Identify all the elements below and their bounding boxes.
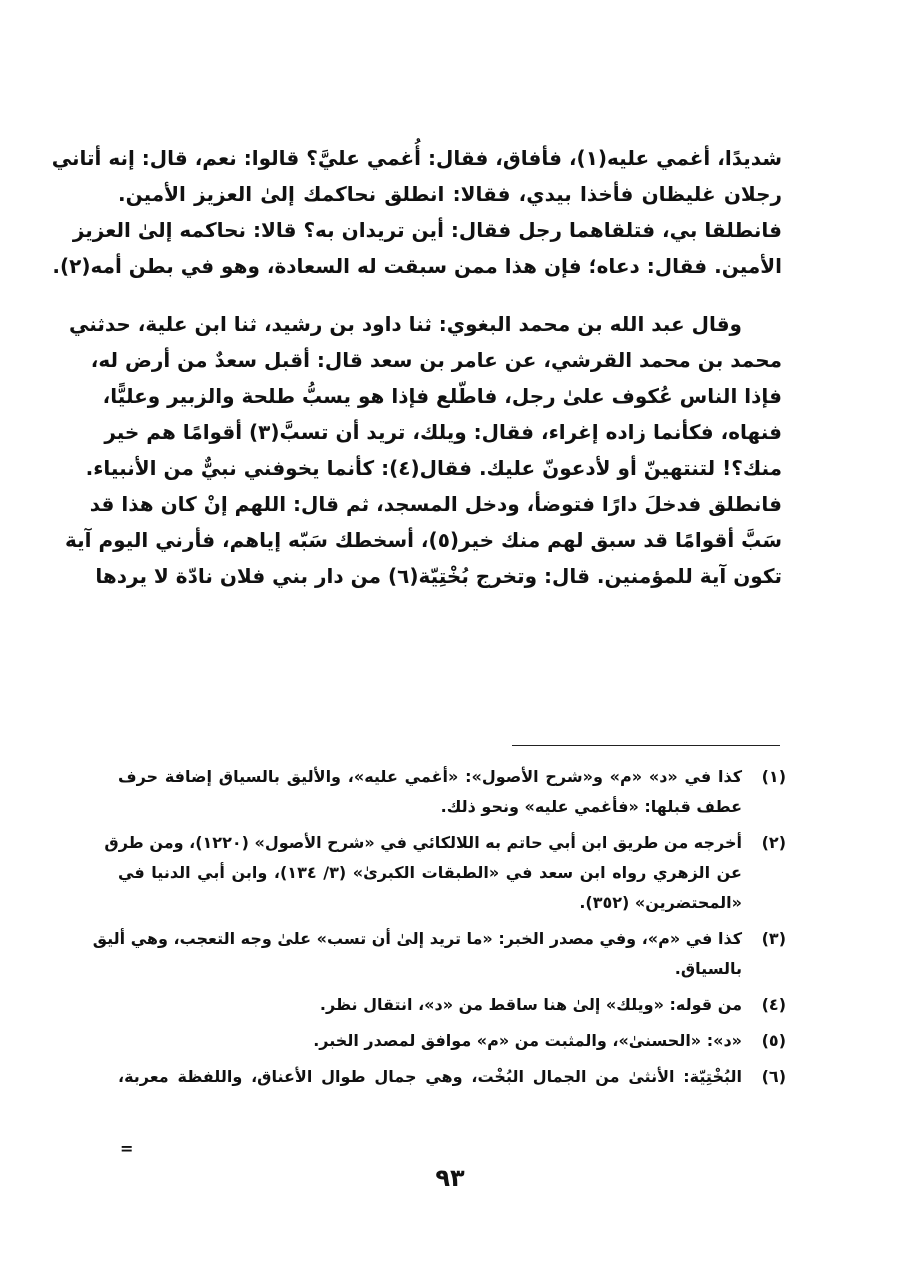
footnote-line: عطف قبلها: «فأغمي عليه» ونحو ذلك.: [440, 797, 742, 816]
footnote-separator: [512, 745, 780, 746]
text-line: رجلان غليظان فأخذا بيدي، فقالا: انطلق نحاكمك إلىٰ العزيز الأمين.: [118, 182, 782, 206]
text-line: منك؟! لتنتهينّ أو لأدعونّ عليك. فقال(٤): كأنما يخوفني نبيٌّ من الأنبياء.: [85, 456, 782, 480]
footnote-6: [118, 1062, 786, 1092]
page-number: ٩٣: [435, 1164, 465, 1192]
text-line: الأمين. فقال: دعاه؛ فإن هذا ممن سبقت له السعادة، وهو في بطن أمه(٢).: [52, 254, 782, 278]
footnote-number: (٦): [761, 1067, 786, 1086]
footnote-line: بالسياق.: [674, 959, 742, 978]
footnote-number: (١): [761, 767, 786, 786]
footnote-line: من قوله: «ويلك» إلىٰ هنا ساقط من «د»، انتقال نظر.: [319, 995, 742, 1014]
text-line: فانطلقا بي، فتلقاهما رجل فقال: أين تريدان به؟ قالا: نحاكمه إلىٰ العزيز: [72, 218, 782, 242]
footnote-5: [118, 1026, 786, 1056]
text-line: وقال عبد الله بن محمد البغوي: ثنا داود بن رشيد، ثنا ابن علية، حدثني: [68, 312, 742, 336]
footnote-line: عن الزهري رواه ابن سعد في «الطبقات الكبرىٰ» (٣/ ١٣٤)، وابن أبي الدنيا في: [118, 863, 742, 882]
paragraph-1: [51, 140, 782, 284]
footnote-2: [104, 828, 786, 918]
footnote-1: [118, 762, 786, 822]
text-line: فإذا الناس عُكوف علىٰ رجل، فاطّلع فإذا هو يسبُّ طلحة والزبير وعليًّا،: [102, 384, 782, 408]
footnote-number: (٤): [761, 995, 786, 1014]
footnote-3: [92, 924, 786, 984]
footnote-line: كذا في «م»، وفي مصدر الخبر: «ما تريد إلىٰ أن تسب» علىٰ وجه التعجب، وهي أليق: [92, 929, 742, 948]
footnote-number: (٥): [761, 1031, 786, 1050]
footnote-line: «المحتضرين» (٣٥٢).: [579, 893, 742, 912]
text-line: فانطلق فدخلَ دارًا فتوضأ، ودخل المسجد، ثم قال: اللهم إنْ كان هذا قد: [89, 492, 782, 516]
paragraph-2: [65, 306, 782, 594]
footnote-line: البُخْتِيّة: الأنثىٰ من الجمال البُخْت، وهي جمال طوال الأعناق، واللفظة معربة،: [118, 1067, 742, 1086]
text-line: محمد بن محمد القرشي، عن عامر بن سعد قال: أقبل سعدٌ من أرض له،: [90, 348, 782, 372]
footnote-4: [118, 990, 786, 1020]
footnote-line: كذا في «د» «م» و«شرح الأصول»: «أغمي عليه»، والأليق بالسياق إضافة حرف: [118, 767, 742, 786]
text-line: شديدًا، أغمي عليه(١)، فأفاق، فقال: أُغمي عليَّ؟ قالوا: نعم، قال: إنه أتاني: [51, 146, 782, 170]
footnote-number: (٢): [761, 833, 786, 852]
footnotes: [92, 762, 786, 1098]
continuation-mark: =: [120, 1139, 134, 1158]
text-line: سَبَّ أقوامًا قد سبق لهم منك خير(٥)، أسخطك سَبّه إياهم، فأرني اليوم آية: [65, 528, 782, 552]
footnote-number: (٣): [761, 929, 786, 948]
text-line: فنهاه، فكأنما زاده إغراء، فقال: ويلك، تريد أن تسبَّ(٣) أقوامًا هم خير: [104, 420, 782, 444]
footnote-line: «د»: «الحسنىٰ»، والمثبت من «م» موافق لمصدر الخبر.: [313, 1031, 742, 1050]
footnote-line: أخرجه من طريق ابن أبي حاتم به اللالكائي في «شرح الأصول» (١٢٢٠)، ومن طرق: [104, 833, 742, 852]
text-line: تكون آية للمؤمنين. قال: وتخرج بُخْتِيّة(٦) من دار بني فلان نادّة لا يردها: [95, 564, 782, 588]
main-text: [51, 140, 782, 594]
